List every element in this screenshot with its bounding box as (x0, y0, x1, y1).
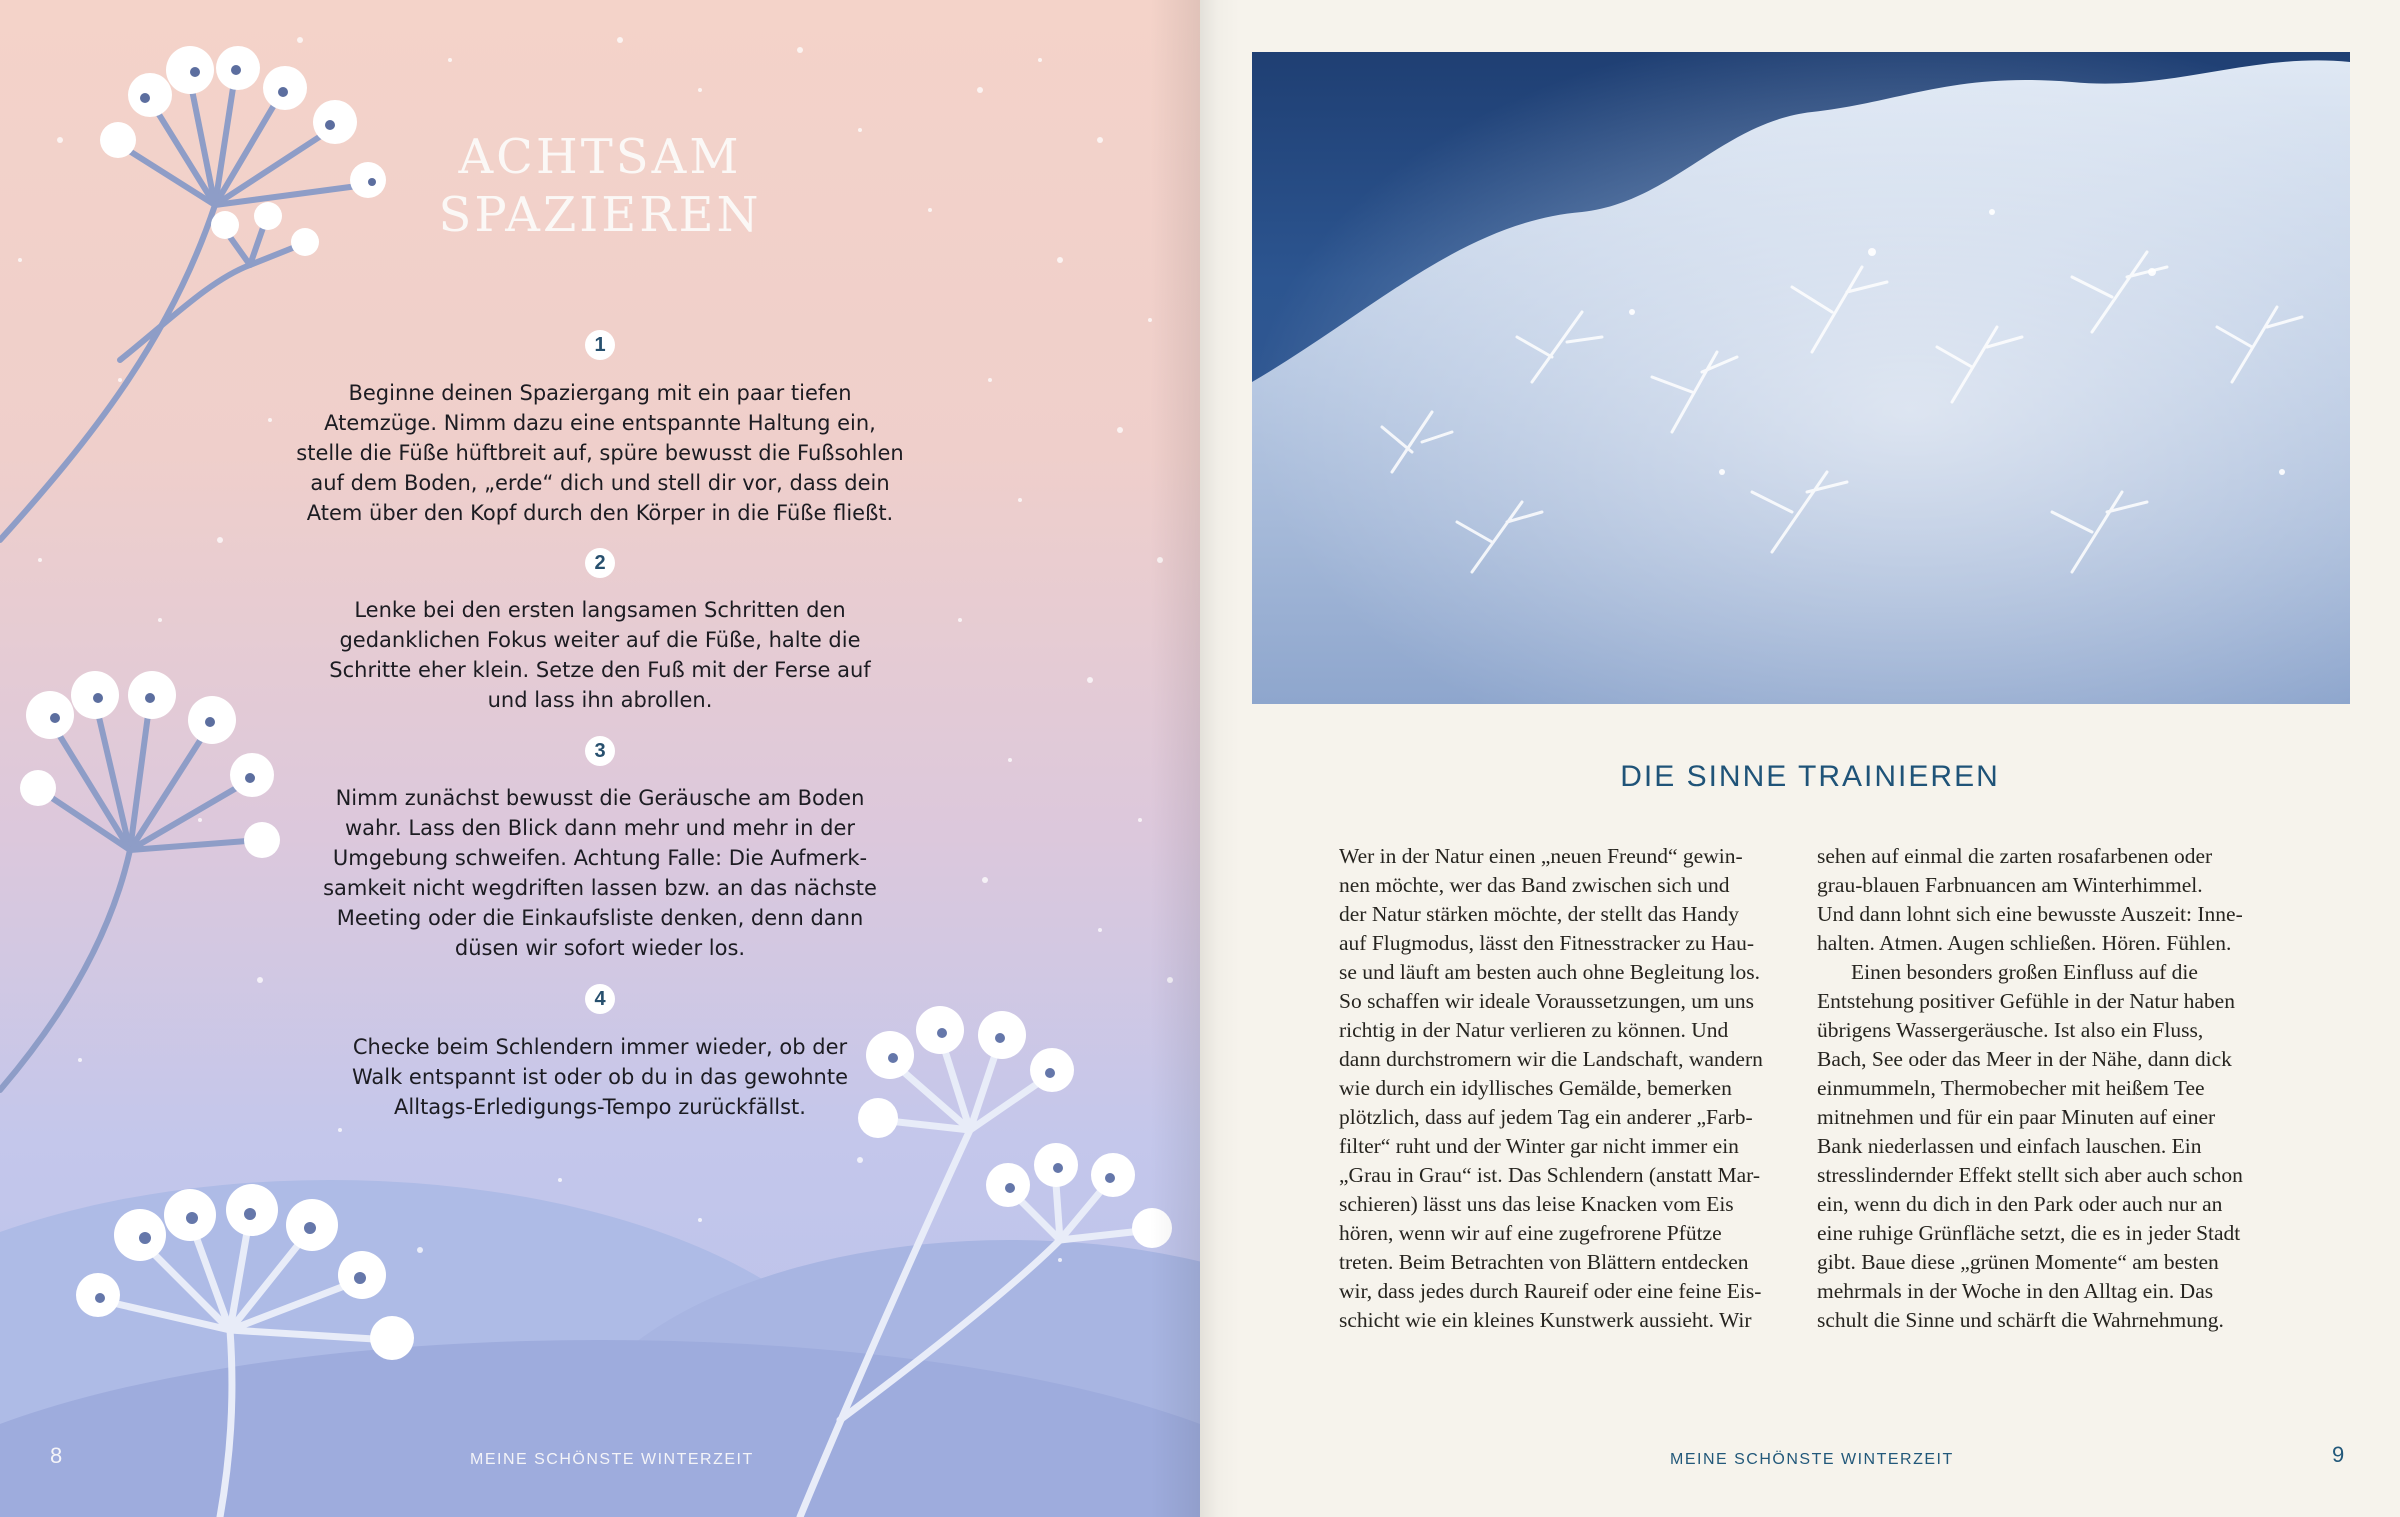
text-line: „Grau in Grau“ ist. Das Schlendern (anstatt Mar- (1339, 1163, 1761, 1187)
text-line: filter“ ruht und der Winter gar nicht immer ein (1339, 1134, 1739, 1158)
text-line: schult die Sinne und schärft die Wahrnehmung. (1817, 1308, 2224, 1332)
page-number: 8 (50, 1443, 63, 1468)
text-line: auf dem Boden, „erde“ dich und stell dir vor, dass dein (310, 471, 890, 495)
step-text (290, 783, 910, 963)
paragraph (1339, 842, 1789, 1335)
text-line: wir, dass jedes durch Raureif oder eine feine Eis- (1339, 1279, 1762, 1303)
text-line: schicht wie ein kleines Kunstwerk aussieht. Wir (1339, 1308, 1752, 1332)
text-line: Umgebung schweifen. Achtung Falle: Die Aufmerk- (332, 846, 868, 870)
text-line: Nimm zunächst bewusst die Geräusche am Boden (335, 786, 865, 810)
step-number-badge: 1 (585, 330, 615, 360)
text-line: Walk entspannt ist oder ob du in das gewohnte (351, 1065, 849, 1089)
text-line: Schritte eher klein. Setze den Fuß mit der Ferse auf (329, 658, 871, 682)
text-line: Alltags-Erledigungs-Tempo zurückfällst. (394, 1095, 806, 1119)
step-text (290, 595, 910, 715)
text-line: dann durchstromern wir die Landschaft, wandern (1339, 1047, 1763, 1071)
page-title (420, 128, 780, 244)
text-line: Wer in der Natur einen „neuen Freund“ gewin- (1339, 844, 1743, 868)
title-line: SPAZIEREN (438, 187, 762, 243)
frosted-umbel-flower-illustration (20, 1180, 450, 1517)
text-line: gedanklichen Fokus weiter auf die Füße, halte die (339, 628, 861, 652)
running-footer: MEINE SCHÖNSTE WINTERZEIT (470, 1451, 754, 1468)
text-line: düsen wir sofort wieder los. (454, 936, 746, 960)
text-line: plötzlich, dass auf jedem Tag ein anderer „Farb- (1339, 1105, 1753, 1129)
text-line: Meeting oder die Einkaufsliste denken, denn dann (336, 906, 864, 930)
text-line: hören, wenn wir auf eine zugefrorene Pfütze (1339, 1221, 1722, 1245)
text-line: eine ruhige Grünfläche setzt, die es in jeder Stadt (1817, 1221, 2241, 1245)
text-line: übrigens Wassergeräusche. Ist also ein Fluss, (1817, 1018, 2204, 1042)
text-line: Entstehung positiver Gefühle in der Natur haben (1817, 989, 2235, 1013)
text-line: Bach, See oder das Meer in der Nähe, dann dick (1817, 1047, 2232, 1071)
title-line: ACHTSAM (458, 129, 742, 185)
step-text (290, 378, 910, 528)
page-number: 9 (2332, 1442, 2345, 1467)
frosted-umbel-flower-illustration (0, 640, 330, 1160)
text-line: grau-blauen Farbnuancen am Winterhimmel. (1817, 873, 2203, 897)
text-line: halten. Atmen. Augen schließen. Hören. Fühlen. (1817, 931, 2232, 955)
text-line: Einen besonders großen Einfluss auf die (1851, 960, 2198, 984)
text-line: mitnehmen und für ein paar Minuten auf einer (1817, 1105, 2216, 1129)
text-line: ein, wenn du dich in den Park oder auch nur an (1817, 1192, 2223, 1216)
step-number-badge: 4 (585, 984, 615, 1014)
book-gutter-shadow (1150, 0, 1240, 1517)
text-line: se und läuft am besten auch ohne Begleitung los. (1339, 960, 1760, 984)
body-column-left (1339, 842, 1789, 1335)
step-number-badge: 2 (585, 548, 615, 578)
text-line: sehen auf einmal die zarten rosafarbenen oder (1817, 844, 2213, 868)
text-line: gibt. Baue diese „grünen Momente“ am besten (1817, 1250, 2219, 1274)
text-line: auf Flugmodus, lässt den Fitnesstracker zu Hau- (1339, 931, 1754, 955)
text-line: samkeit nicht wegdriften lassen bzw. an das nächste (323, 876, 877, 900)
paragraph (1817, 958, 2267, 1335)
text-line: wahr. Lass den Blick dann mehr und mehr in der (344, 816, 856, 840)
text-line: Beginne deinen Spaziergang mit ein paar tiefen (348, 381, 852, 405)
text-line: treten. Beim Betrachten von Blättern entdecken (1339, 1250, 1749, 1274)
text-line: Lenke bei den ersten langsamen Schritten den (354, 598, 846, 622)
text-line: Und dann lohnt sich eine bewusste Auszeit: Inne- (1817, 902, 2243, 926)
text-line: nen möchte, wer das Band zwischen sich und (1339, 873, 1730, 897)
step-number-badge: 3 (585, 736, 615, 766)
text-line: schieren) lässt uns das leise Knacken vom Eis (1339, 1192, 1734, 1216)
text-line: Checke beim Schlendern immer wieder, ob der (352, 1035, 848, 1059)
paragraph (1817, 842, 2267, 958)
body-column-right (1817, 842, 2267, 1335)
text-line: einmummeln, Thermobecher mit heißem Tee (1817, 1076, 2205, 1100)
text-line: Bank niederlassen und einfach lauschen. Ein (1817, 1134, 2202, 1158)
text-line: So schaffen wir ideale Voraussetzungen, um uns (1339, 989, 1754, 1013)
text-line: und lass ihn abrollen. (487, 688, 713, 712)
text-line: mehrmals in der Woche in den Alltag ein. Das (1817, 1279, 2214, 1303)
frost-crystals-photo (1252, 52, 2350, 704)
text-line: stelle die Füße hüftbreit auf, spüre bewusst die Fußsohlen (296, 441, 904, 465)
text-line: Atem über den Kopf durch den Körper in die Füße fließt. (306, 501, 894, 525)
section-heading: DIE SINNE TRAINIEREN (1620, 760, 2000, 793)
text-line: Atemzüge. Nimm dazu eine entspannte Haltung ein, (324, 411, 876, 435)
running-footer: MEINE SCHÖNSTE WINTERZEIT (1670, 1451, 1954, 1468)
text-line: der Natur stärken möchte, der stellt das Handy (1339, 902, 1740, 926)
text-line: stresslindernder Effekt stellt sich aber auch schon (1817, 1163, 2243, 1187)
text-line: wie durch ein idyllisches Gemälde, bemerken (1339, 1076, 1732, 1100)
text-line: richtig in der Natur verlieren zu können. Und (1339, 1018, 1729, 1042)
step-text (290, 1032, 910, 1122)
